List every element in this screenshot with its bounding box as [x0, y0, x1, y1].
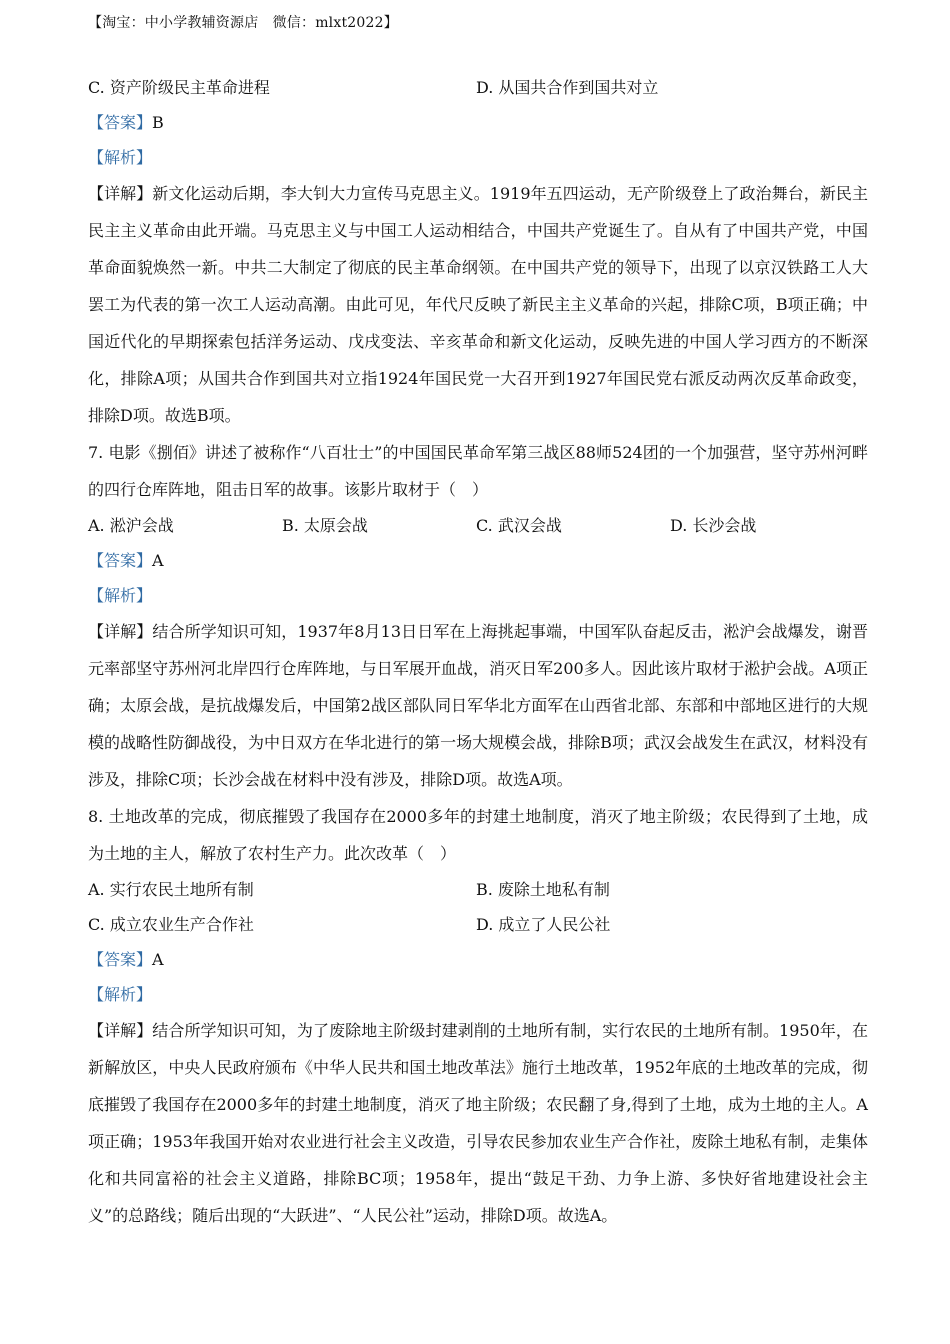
page-header: 【淘宝：中小学教辅资源店 微信：mlxt2022】: [88, 15, 398, 31]
q8-option-a: A. 实行农民土地所有制: [88, 880, 254, 899]
detail-text: 结合所学知识可知，1937年8月13日日军在上海挑起事端，中国军队奋起反击，淞沪会战爆发，谢晋元率部坚守苏州河北岸四行仓库阵地，与日军展开血战，消灭日军200多人。因此该片取材于淞护会战。A项正确；太原会战，是抗战爆发后，中国第2战区部队同日军华北方面军在山西省北部、东部和中部地区进行的大规模的战略性防御战役，为中日双方在华北进行的第一场大规模会战，排除B项；武汉会战发生在武汉，材料没有涉及，排除C项；长沙会战在材料中没有涉及，排除D项。故选A项。: [88, 622, 868, 789]
answer-label: 【答案】: [88, 950, 153, 969]
q8-analysis: [88, 977, 868, 1012]
q7-option-d: D. 长沙会战: [670, 516, 757, 535]
q8-detail: [88, 1012, 868, 1234]
answer-label: 【答案】: [88, 551, 153, 570]
answer-value: B: [152, 113, 164, 132]
q8-options-row-2: [88, 907, 868, 942]
q6-options-row: [88, 70, 868, 105]
detail-label: 【详解】: [88, 622, 153, 641]
q6-detail: [88, 175, 868, 434]
analysis-label: 【解析】: [88, 985, 153, 1004]
q6-option-d: D. 从国共合作到国共对立: [476, 78, 659, 97]
q7-answer: [88, 543, 868, 578]
answer-value: A: [152, 551, 164, 570]
q6-option-c: C. 资产阶级民主革命进程: [88, 78, 270, 97]
detail-label: 【详解】: [88, 184, 153, 203]
answer-label: 【答案】: [88, 113, 153, 132]
document-body: [88, 70, 868, 1234]
analysis-label: 【解析】: [88, 148, 153, 167]
q8-options-row-1: [88, 872, 868, 907]
q8-option-c: C. 成立农业生产合作社: [88, 915, 254, 934]
answer-value: A: [152, 950, 164, 969]
q8-answer: [88, 942, 868, 977]
q8-option-b: B. 废除土地私有制: [476, 880, 610, 899]
q8-stem: 8. 土地改革的完成，彻底摧毁了我国存在2000多年的封建土地制度，消灭了地主阶级；农民得到了土地，成为土地的主人，解放了农村生产力。此次改革（ ）: [88, 807, 868, 863]
q7-option-c: C. 武汉会战: [476, 516, 562, 535]
detail-text: 结合所学知识可知，为了废除地主阶级封建剥削的土地所有制，实行农民的土地所有制。1950年，在新解放区，中央人民政府颁布《中华人民共和国土地改革法》施行土地改革，1952年底的土地改革的完成，彻底摧毁了我国存在2000多年的封建土地制度，消灭了地主阶级；农民翻了身,得到了土地，成为土地的主人。A项正确；1953年我国开始对农业进行社会主义改造，引导农民参加农业生产合作社，废除土地私有制，走集体化和共同富裕的社会主义道路，排除BC项；1958年，提出“鼓足干劲、力争上游、多快好省地建设社会主义”的总路线；随后出现的“大跃进”、“人民公社”运动，排除D项。故选A。: [88, 1021, 868, 1225]
q7-analysis: [88, 578, 868, 613]
q6-answer: [88, 105, 868, 140]
q7-detail: [88, 613, 868, 798]
q8-option-d: D. 成立了人民公社: [476, 915, 611, 934]
q6-analysis: [88, 140, 868, 175]
q7-option-b: B. 太原会战: [282, 516, 368, 535]
analysis-label: 【解析】: [88, 586, 153, 605]
q7-option-a: A. 淞沪会战: [88, 516, 174, 535]
q7-stem: 7. 电影《捌佰》讲述了被称作“八百壮士”的中国国民革命军第三战区88师524团的一个加强营，坚守苏州河畔的四行仓库阵地，阻击日军的故事。该影片取材于（ ）: [88, 443, 868, 499]
detail-text: 新文化运动后期，李大钊大力宣传马克思主义。1919年五四运动，无产阶级登上了政治舞台，新民主民主主义革命由此开端。马克思主义与中国工人运动相结合，中国共产党诞生了。自从有了中国共产党，中国革命面貌焕然一新。中共二大制定了彻底的民主革命纲领。在中国共产党的领导下，出现了以京汉铁路工人大罢工为代表的第一次工人运动高潮。由此可见，年代尺反映了新民主主义革命的兴起，排除C项，B项正确；中国近代化的早期探索包括洋务运动、戊戌变法、辛亥革命和新文化运动，反映先进的中国人学习西方的不断深化，排除A项；从国共合作到国共对立指1924年国民党一大召开到1927年国民党右派反动两次反革命政变，排除D项。故选B项。: [88, 184, 868, 425]
q7-options-row: [88, 508, 868, 543]
detail-label: 【详解】: [88, 1021, 153, 1040]
